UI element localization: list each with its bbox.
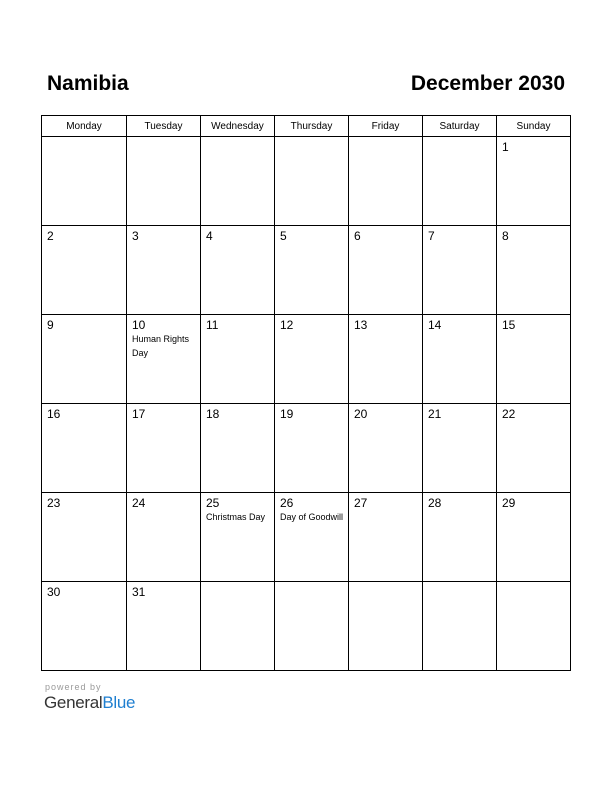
day-number: 7 (428, 229, 435, 243)
day-cell (201, 493, 275, 582)
day-number: 6 (354, 229, 361, 243)
day-number: 8 (502, 229, 509, 243)
day-cell (497, 226, 571, 315)
empty-day-cell (349, 137, 423, 226)
day-number: 4 (206, 229, 213, 243)
day-number: 30 (47, 585, 61, 599)
weekday-friday: Friday (349, 116, 423, 137)
day-cell (42, 226, 127, 315)
day-cell (349, 315, 423, 404)
day-cell (349, 493, 423, 582)
weekday-header-row (42, 116, 571, 137)
day-cell (201, 226, 275, 315)
day-cell (127, 315, 201, 404)
logo-text-blue: Blue (102, 693, 136, 712)
logo-text-general: General (44, 693, 103, 712)
weekday-tuesday: Tuesday (127, 116, 201, 137)
day-cell (423, 226, 497, 315)
empty-day-cell (275, 582, 349, 671)
weekday-wednesday: Wednesday (201, 116, 275, 137)
empty-day-cell (349, 582, 423, 671)
brand-footer (44, 682, 135, 713)
empty-day-cell (497, 582, 571, 671)
day-cell (275, 493, 349, 582)
holiday-label: Day of Goodwill (280, 512, 344, 522)
day-cell (127, 404, 201, 493)
day-number: 9 (47, 318, 54, 332)
day-number: 24 (132, 496, 146, 510)
day-cell (127, 226, 201, 315)
calendar-grid (41, 115, 571, 671)
day-number: 19 (280, 407, 294, 421)
day-number: 20 (354, 407, 368, 421)
day-cell (201, 315, 275, 404)
day-number: 13 (354, 318, 368, 332)
day-number: 29 (502, 496, 516, 510)
week-row (42, 137, 571, 226)
day-number: 10 (132, 318, 146, 332)
day-cell (497, 404, 571, 493)
day-cell (42, 404, 127, 493)
day-number: 18 (206, 407, 220, 421)
day-number: 16 (47, 407, 61, 421)
day-number: 22 (502, 407, 516, 421)
empty-day-cell (127, 137, 201, 226)
holiday-label: Christmas Day (206, 512, 266, 522)
day-number: 11 (206, 318, 219, 332)
day-cell (201, 404, 275, 493)
week-row (42, 582, 571, 671)
day-number: 3 (132, 229, 139, 243)
day-number: 31 (132, 585, 146, 599)
day-cell (423, 404, 497, 493)
day-cell (497, 137, 571, 226)
day-cell (423, 493, 497, 582)
week-row (42, 404, 571, 493)
day-cell (275, 315, 349, 404)
empty-day-cell (423, 582, 497, 671)
day-number: 17 (132, 407, 146, 421)
powered-by-label: powered by (45, 682, 102, 692)
weekday-saturday: Saturday (423, 116, 497, 137)
day-cell (127, 582, 201, 671)
week-row (42, 493, 571, 582)
country-title: Namibia (47, 72, 129, 95)
empty-day-cell (423, 137, 497, 226)
day-cell (497, 493, 571, 582)
week-row (42, 315, 571, 404)
day-cell (42, 582, 127, 671)
day-number: 1 (502, 140, 509, 154)
empty-day-cell (42, 137, 127, 226)
day-number: 12 (280, 318, 294, 332)
day-number: 2 (47, 229, 54, 243)
day-cell (349, 404, 423, 493)
generalblue-logo (44, 693, 135, 713)
day-number: 21 (428, 407, 442, 421)
day-cell (42, 493, 127, 582)
day-cell (275, 226, 349, 315)
day-number: 14 (428, 318, 442, 332)
day-number: 28 (428, 496, 442, 510)
day-number: 15 (502, 318, 516, 332)
day-number: 26 (280, 496, 294, 510)
day-number: 23 (47, 496, 61, 510)
weekday-thursday: Thursday (275, 116, 349, 137)
empty-day-cell (275, 137, 349, 226)
month-title: December 2030 (410, 72, 565, 95)
day-cell (423, 315, 497, 404)
day-number: 5 (280, 229, 287, 243)
weekday-monday: Monday (42, 116, 127, 137)
day-cell (42, 315, 127, 404)
week-row (42, 226, 571, 315)
empty-day-cell (201, 137, 275, 226)
weekday-sunday: Sunday (497, 116, 571, 137)
day-number: 25 (206, 496, 220, 510)
day-cell (275, 404, 349, 493)
day-cell (127, 493, 201, 582)
day-cell (497, 315, 571, 404)
day-cell (349, 226, 423, 315)
day-number: 27 (354, 496, 368, 510)
holiday-label: Human Rights Day (132, 334, 190, 358)
empty-day-cell (201, 582, 275, 671)
